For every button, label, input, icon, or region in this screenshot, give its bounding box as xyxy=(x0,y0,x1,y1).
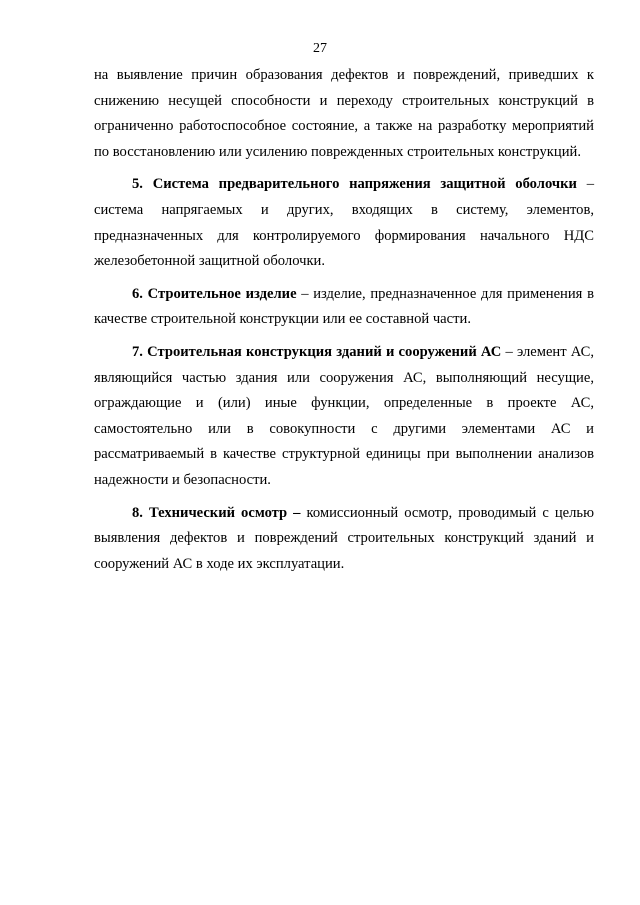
paragraph-continuation xyxy=(94,63,594,165)
definition-term: Технический осмотр – xyxy=(148,504,301,521)
definition-text: комиссионный осмотр, проводимый с целью выявления дефектов и повреждений строительных конструкций зданий и сооружений АС в ходе их эксплуатации. xyxy=(94,504,594,572)
definition-number: 5. xyxy=(132,176,143,193)
paragraph-text: на выявление причин образования дефектов и повреждений, приведших к снижению несущей способности и переходу строительных конструкций в ограниченно работоспособное состояние, а также на разработку мероприятий по восстановлению или усилению поврежденных строительных конструкций. xyxy=(94,67,594,160)
definition-term: Строительное изделие xyxy=(147,285,297,302)
definition-text: – изделие, предназначенное для применения в качестве строительной конструкции или ее составной части. xyxy=(94,285,594,328)
definition-term: Строительная конструкция зданий и сооружений АС xyxy=(147,343,502,360)
definition-text: – система напрягаемых и других, входящих в систему, элементов, предназначенных для контролируемого формирования начального НДС железобетонной защитной оболочки. xyxy=(94,176,594,270)
definition-text: – элемент АС, являющийся частью здания или сооружения АС, выполняющий несущие, ограждающие и (или) иные функции, определенные в проекте АС, самостоятельно или в совокупности с другими элементами АС и рассматриваемый в качестве структурной единицы при выполнении анализов надежности и безопасности. xyxy=(94,343,594,488)
definition-6 xyxy=(94,282,594,333)
definition-number: 6. xyxy=(132,285,143,302)
definition-7 xyxy=(94,340,594,494)
document-body xyxy=(94,63,594,584)
definition-number: 8. xyxy=(132,504,143,521)
definition-number: 7. xyxy=(132,343,143,360)
definition-5 xyxy=(94,172,594,274)
page-number: 27 xyxy=(313,41,327,56)
definition-term: Система предварительного напряжения защитной оболочки xyxy=(152,176,577,193)
definition-8 xyxy=(94,501,594,578)
